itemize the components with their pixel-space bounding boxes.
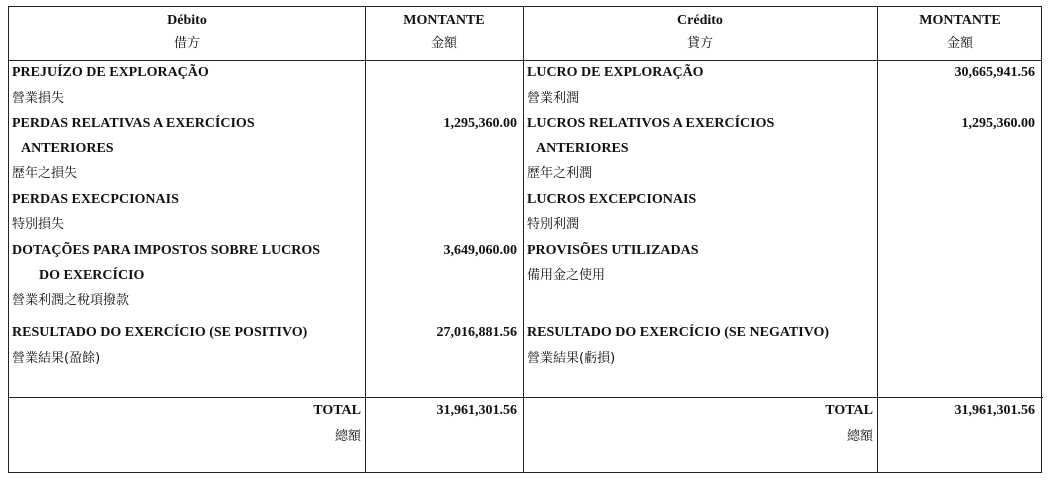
total-label-debit-zh: 總額 — [334, 429, 361, 444]
total-label-credit: TOTAL — [825, 403, 873, 418]
debit-item-label: PREJUÍZO DE EXPLORAÇÃO — [12, 65, 209, 80]
header-amount-pt: MONTANTE — [403, 13, 485, 28]
credit-item-label-cont: ANTERIORES — [536, 141, 629, 156]
debit-item-label: DOTAÇÕES PARA IMPOSTOS SOBRE LUCROS — [12, 243, 321, 258]
header-debit-zh: 借方 — [173, 36, 200, 51]
header-amount-zh: 金額 — [946, 36, 973, 51]
credit-item-label-zh: 特別利潤 — [527, 217, 580, 232]
credit-item-label-zh: 備用金之使用 — [527, 268, 606, 283]
total-divider-debit — [9, 397, 523, 398]
credit-item-amount: 30,665,941.56 — [954, 65, 1035, 80]
credit-item-label: LUCROS RELATIVOS A EXERCÍCIOS — [527, 116, 775, 131]
total-divider-credit — [523, 397, 1043, 398]
credit-item-label: LUCRO DE EXPLORAÇÃO — [527, 65, 704, 80]
credit-item-label-zh: 歷年之利潤 — [527, 166, 593, 181]
debit-item-label: PERDAS EXECPCIONAIS — [12, 192, 179, 207]
header-amount-pt: MONTANTE — [919, 13, 1001, 28]
debit-item-label: RESULTADO DO EXERCÍCIO (SE POSITIVO) — [12, 325, 308, 340]
total-amount-credit: 31,961,301.56 — [954, 403, 1035, 418]
header-credit-zh: 貸方 — [686, 36, 713, 51]
debit-item-amount: 27,016,881.56 — [436, 325, 517, 340]
credit-item-label: PROVISÕES UTILIZADAS — [527, 243, 699, 258]
debit-item-label-zh: 營業利潤之稅項撥款 — [12, 293, 130, 308]
total-label-debit: TOTAL — [313, 403, 361, 418]
debit-item-amount: 3,649,060.00 — [443, 243, 517, 258]
credit-item-label-zh: 營業利潤 — [527, 91, 580, 106]
header-debit-pt: Débito — [167, 13, 207, 28]
debit-item-label-zh: 歷年之損失 — [12, 166, 78, 181]
debit-item-label-zh: 營業損失 — [12, 91, 65, 106]
debit-item-label: PERDAS RELATIVAS A EXERCÍCIOS — [12, 116, 255, 131]
credit-item-label: RESULTADO DO EXERCÍCIO (SE NEGATIVO) — [527, 325, 830, 340]
header-amount-zh: 金額 — [430, 36, 457, 51]
total-amount-debit: 31,961,301.56 — [436, 403, 517, 418]
credit-item-label-zh: 營業結果(虧損) — [527, 351, 616, 366]
debit-item-label-cont: DO EXERCÍCIO — [39, 268, 145, 283]
profit-loss-table — [8, 6, 1042, 473]
debit-item-label-cont: ANTERIORES — [21, 141, 114, 156]
debit-item-amount: 1,295,360.00 — [443, 116, 517, 131]
credit-item-amount: 1,295,360.00 — [961, 116, 1035, 131]
header-divider — [9, 60, 1041, 61]
credit-item-label: LUCROS EXCEPCIONAIS — [527, 192, 697, 207]
header-credit-pt: Crédito — [677, 13, 723, 28]
debit-item-label-zh: 特別損失 — [12, 217, 65, 232]
debit-item-label-zh: 營業結果(盈餘) — [12, 351, 101, 366]
total-label-credit-zh: 總額 — [846, 429, 873, 444]
